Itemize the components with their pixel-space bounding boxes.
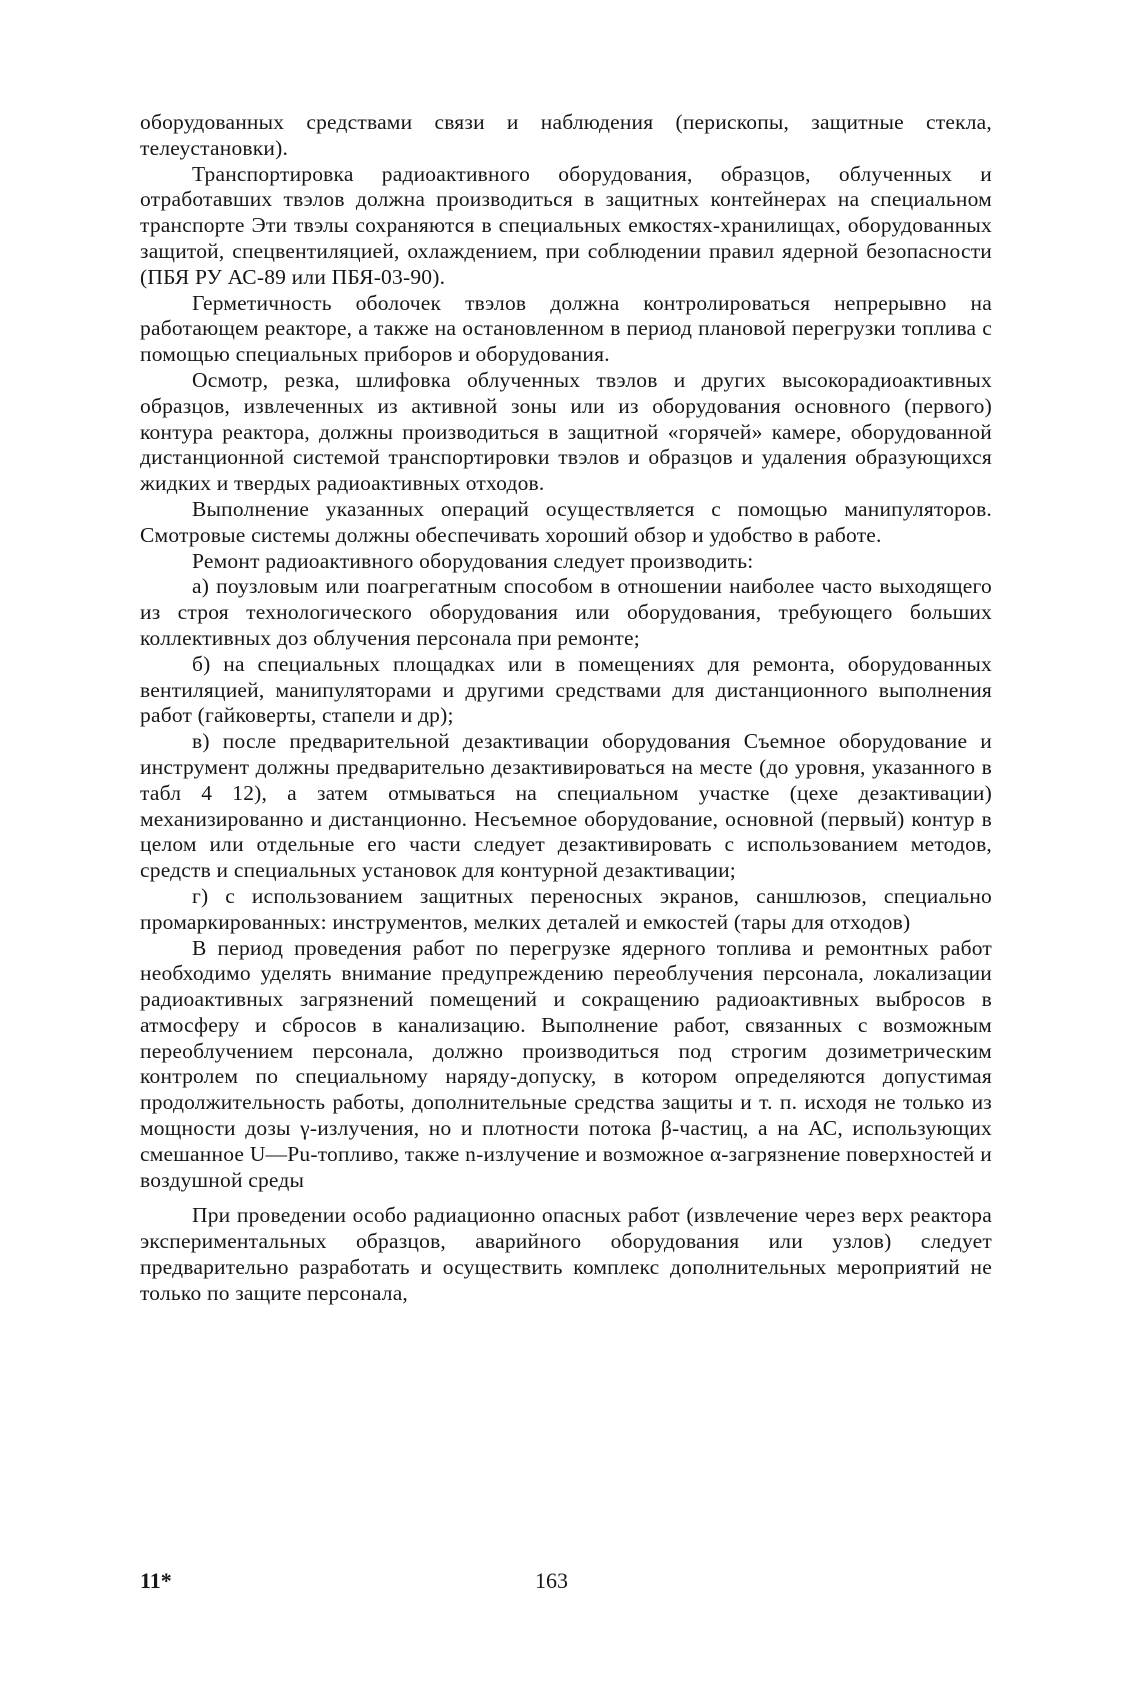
page-body <box>140 110 992 1307</box>
list-item-b: б) на специальных площадках или в помещениях для ремонта, оборудованных вентиляцией, манипуляторами и другими средствами для дистанционного выполнения работ (гайковерты, стапели и др); <box>140 651 992 728</box>
page-footer <box>140 1568 992 1598</box>
paragraph-continuation: оборудованных средствами связи и наблюдения (перископы, защитные стекла, телеустановки). <box>140 110 992 160</box>
list-item-g: г) с использованием защитных переносных экранов, саншлюзов, специально промаркированных: инструментов, мелких деталей и емкостей (тары для отходов) <box>140 883 992 934</box>
paragraph-hermeticity: Герметичность оболочек твэлов должна контролироваться непрерывно на работающем реакторе, а также на остановленном в период плановой перегрузки топлива с помощью специальных приборов и оборудования. <box>140 290 992 367</box>
signature-mark: 11* <box>140 1568 172 1593</box>
list-item-a: а) поузловым или поагрегатным способом в отношении наиболее часто выходящего из строя технологического оборудования или оборудования, требующего больших коллективных доз облучения персонала при ремонте; <box>140 574 992 650</box>
paragraph-overexposure: В период проведения работ по перегрузке ядерного топлива и ремонтных работ необходимо уделять внимание предупреждению переоблучения персонала, локализации радиоактивных загрязнений помещений и сокращению радиоактивных выбросов в атмосферу и сбросов в канализацию. Выполнение работ, связанных с возможным переоблучением персонала, должно производиться под строгим дозиметрическим контролем по специальному наряду-допуску, в котором определяются допустимая продолжительность работы, дополнительные средства защиты и т. п. исходя не только из мощности дозы γ-излучения, но и плотности потока β-частиц, а на АС, использующих смешанное U—Pu-топливо, также n-излучение и возможное α-загрязнение поверхностей и воздушной среды <box>140 935 992 1192</box>
page-number: 163 <box>535 1568 568 1593</box>
paragraph-repair-intro: Ремонт радиоактивного оборудования следует производить: <box>192 548 754 573</box>
paragraph-manipulators: Выполнение указанных операций осуществляется с помощью манипуляторов. Смотровые системы должны обеспечивать хороший обзор и удобство в работе. <box>140 496 992 547</box>
list-item-v: в) после предварительной дезактивации оборудования Съемное оборудование и инструмент должны предварительно дезактивироваться на месте (до уровня, указанного в табл 4 12), а затем отмываться на специальном участке (цехе дезактивации) механизированно и дистанционно. Несъемное оборудование, основной (первый) контур в целом или отдельные его части следует дезактивировать с использованием методов, средств и специальных установок для контурной дезактивации; <box>140 729 992 883</box>
paragraph-transport: Транспортировка радиоактивного оборудования, образцов, облученных и отработавших твэлов должна производиться в защитных контейнерах на специальном транспорте Эти твэлы сохраняются в специальных емкостях-хранилищах, оборудованных защитой, спецвентиляцией, охлаждением, при соблюдении правил ядерной безопасности (ПБЯ РУ АС-89 или ПБЯ-03-90). <box>140 161 992 289</box>
paragraph-inspection: Осмотр, резка, шлифовка облученных твэлов и других высокорадиоактивных образцов, извлеченных из активной зоны или из оборудования основного (первого) контура реактора, должны производиться в защитной «горячей» камере, оборудованной дистанционной системой транспортировки твэлов и образцов и удаления образующихся жидких и твердых радиоактивных отходов. <box>140 367 992 496</box>
paragraph-hazardous-work: При проведении особо радиационно опасных работ (извлечение через верх реактора экспериментальных образцов, аварийного оборудования или узлов) следует предварительно разработать и осуществить комплекс дополнительных мероприятий не только по защите персонала, <box>140 1203 992 1305</box>
